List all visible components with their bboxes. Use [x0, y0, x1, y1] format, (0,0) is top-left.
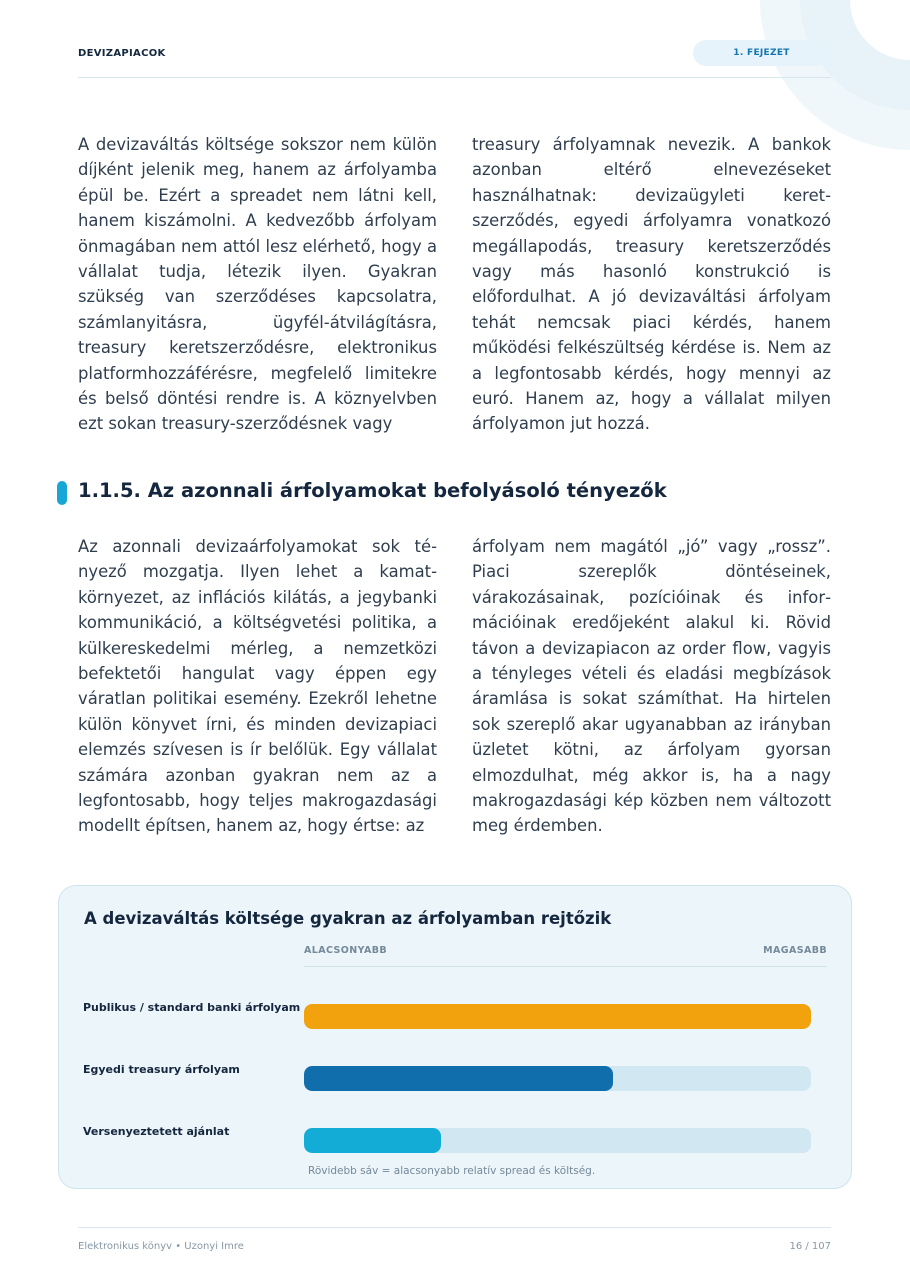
running-header: DEVIZAPIACOK — [78, 48, 166, 59]
bar-standard — [304, 1004, 811, 1029]
header-divider — [78, 77, 831, 78]
bar-label-standard: Publikus / standard banki árfolyam — [83, 1001, 301, 1014]
chart-title: A devizaváltás költsége gyakran az árfolyamban rejtőzik — [84, 909, 612, 928]
axis-divider — [304, 966, 827, 967]
footer-book-author: Elektronikus könyv • Uzonyi Imre — [78, 1241, 244, 1252]
axis-label-low: ALACSONYABB — [304, 945, 387, 956]
paragraph-right-1: treasury árfolyamnak nevezik. A bankok azonban eltérő elnevezéseket használhatnak: devizaügyleti keretszerződés, egyedi árfolyamra vonatkozó megállapodás, treasury keretszerződés vagy más hasonló konstrukció is előfordulhat. A jó devizaváltási árfolyam tehát nemcsak piaci kérdés, hanem működési felkészültség kérdése is. Nem az a legfontosabb kérdés, hogy mennyi az euró. Hanem az, hogy a vállalat milyen árfolyamon jut hozzá. — [472, 135, 831, 434]
chart-note: Rövidebb sáv = alacsonyabb relatív spread és költség. — [308, 1165, 596, 1177]
paragraph-left-1: A devizaváltás költsége sokszor nem külön díjként jelenik meg, hanem az árfolyamba épül be. Ezért a spreadet nem látni kell, hanem kiszámolni. A kedvezőbb árfolyam önmagában nem attól lesz elérhető, hogy a vállalat tudja, létezik ilyen. Gyakran szükség van szerződéses kapcsolatra, számlanyitásra, ügyfél-átvilágításra, treasury keretszerződésre, elektronikus platformhozzáférésre, megfelelő limitekre és belső döntési rendre is. A köznyelvben ezt sokan treasury-szerződésnek vagy — [78, 135, 437, 434]
bar-competitive — [304, 1128, 441, 1153]
bar-treasury — [304, 1066, 613, 1091]
bar-track-treasury — [304, 1066, 811, 1091]
bar-track-competitive — [304, 1128, 811, 1153]
bar-track-standard — [304, 1004, 811, 1029]
page-number: 16 / 107 — [789, 1241, 831, 1252]
section-heading: 1.1.5. Az azonnali árfolyamokat befolyásoló tényezők — [78, 479, 667, 502]
axis-label-high: MAGASABB — [763, 945, 827, 956]
bar-label-competitive: Versenyeztetett ajánlat — [83, 1125, 230, 1138]
section-marker — [57, 481, 67, 505]
paragraph-left-2: Az azonnali devizaárfolyamokat sok tényező mozgatja. Ilyen lehet a kamatkörnyezet, az inflációs kilátás, a jegybanki kommunikáció, a költségvetési politika, a külkereskedelmi mérleg, a nemzetközi befektetői hangulat vagy éppen egy váratlan politikai esemény. Ezekről lehetne külön könyvet írni, és minden devizapiaci elemzés szívesen is ír belőlük. Egy vállalat számára azonban gyakran nem az a legfontosabb, hogy teljes makrogazdasági modellt építsen, hanem az, hogy értse: az — [78, 537, 437, 836]
bar-label-treasury: Egyedi treasury árfolyam — [83, 1063, 240, 1076]
paragraph-right-2: árfolyam nem magától „jó” vagy „rossz”. Piaci szereplők döntéseinek, várakozásainak, pozícióinak és információinak eredőjeként alakul ki. Rövid távon a devizapiacon az order flow, vagyis a tényleges vételi és eladási megbízások áramlása is sokat számíthat. Ha hirtelen sok szereplő akar ugyanabban az irányban üzletet kötni, az árfolyam gyorsan elmozdulhat, még akkor is, ha a nagy makrogazdasági kép közben nem változott meg érdemben. — [472, 537, 831, 836]
chapter-badge: 1. FEJEZET — [693, 40, 830, 66]
footer-divider — [78, 1227, 831, 1228]
